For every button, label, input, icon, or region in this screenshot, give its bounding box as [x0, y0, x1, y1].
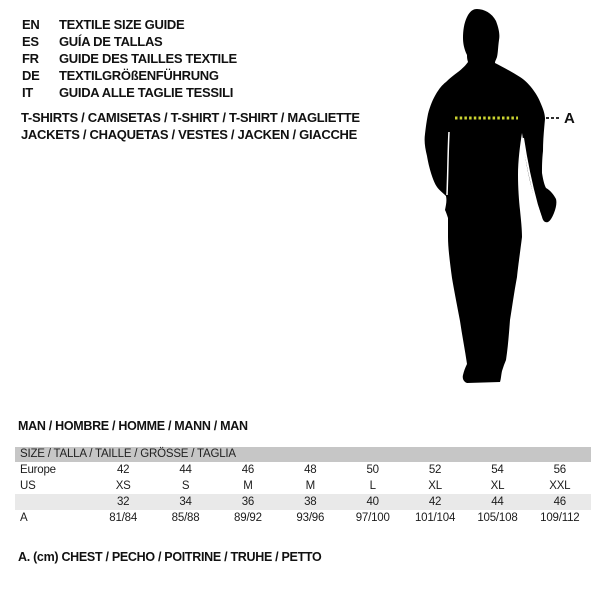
category-line-jackets: JACKETS / CHAQUETAS / VESTES / JACKEN / GIACCHE [21, 127, 357, 142]
language-guide-list [22, 16, 237, 101]
table-cell: 56 [553, 464, 567, 476]
size-table [15, 447, 591, 526]
table-cell: 97/100 [355, 512, 390, 524]
language-title: GUIDE DES TAILLES TEXTILE [59, 51, 237, 66]
measurement-label-a: A [564, 110, 575, 127]
row-label: A [20, 512, 28, 524]
table-cell: XXL [549, 480, 571, 492]
table-cell: 40 [366, 496, 379, 508]
language-title: GUIDA ALLE TAGLIE TESSILI [59, 85, 234, 100]
table-cell: 32 [116, 496, 130, 508]
table-cell: 85/88 [171, 512, 200, 524]
table-cell: 93/96 [296, 512, 325, 524]
table-cell: 52 [428, 464, 442, 476]
size-table-header: SIZE / TALLA / TAILLE / GRÖSSE / TAGLIA [15, 447, 591, 462]
table-cell: 109/112 [540, 512, 580, 524]
language-row-fr [22, 50, 237, 67]
table-cell: 81/84 [109, 512, 138, 524]
table-cell: 34 [179, 496, 192, 508]
table-cell: M [243, 480, 253, 492]
table-cell: XS [115, 480, 131, 492]
table-cell: 50 [366, 464, 379, 476]
table-row-us [15, 478, 591, 494]
section-title-man: MAN / HOMBRE / HOMME / MANN / MAN [18, 419, 248, 433]
language-title: TEXTILE SIZE GUIDE [59, 17, 185, 32]
language-code: FR [22, 51, 39, 66]
table-cell: 44 [179, 464, 192, 476]
table-cell: S [181, 480, 190, 492]
table-cell: 48 [304, 464, 317, 476]
language-code: DE [22, 68, 40, 83]
table-cell: 42 [116, 464, 130, 476]
table-cell: 46 [241, 464, 255, 476]
language-row-es [22, 33, 237, 50]
table-cell: 54 [491, 464, 504, 476]
table-cell: XL [490, 480, 505, 492]
table-cell: 89/92 [234, 512, 262, 524]
table-cell: 46 [553, 496, 567, 508]
category-lines [21, 109, 360, 143]
language-code: EN [22, 17, 40, 32]
table-cell: L [369, 480, 376, 492]
table-cell: M [305, 480, 315, 492]
language-code: IT [22, 85, 33, 100]
man-silhouette [425, 9, 557, 383]
language-row-de [22, 67, 237, 84]
language-title: TEXTILGRÖßENFÜHRUNG [59, 68, 219, 83]
row-label: Europe [20, 464, 56, 476]
language-code: ES [22, 34, 39, 49]
table-cell: 38 [304, 496, 317, 508]
table-cell: 105/108 [477, 512, 518, 524]
language-row-it [22, 84, 237, 101]
table-cell: 44 [491, 496, 504, 508]
language-row-en [22, 16, 237, 33]
table-cell: 36 [241, 496, 255, 508]
table-cell: 101/104 [414, 512, 456, 524]
table-row-uk [15, 494, 591, 510]
table-cell: 42 [428, 496, 442, 508]
measurement-footnote: A. (cm) CHEST / PECHO / POITRINE / TRUHE / PETTO [18, 550, 322, 564]
category-line-tshirts: T-SHIRTS / CAMISETAS / T-SHIRT / T-SHIRT / MAGLIETTE [21, 110, 360, 125]
man-silhouette-figure [410, 5, 580, 395]
row-label: US [20, 480, 36, 492]
table-row-europe [15, 462, 591, 478]
table-row-a-chest [15, 510, 591, 526]
language-title: GUÍA DE TALLAS [59, 34, 163, 49]
row-label [15, 494, 92, 510]
table-cell: XL [428, 480, 442, 492]
